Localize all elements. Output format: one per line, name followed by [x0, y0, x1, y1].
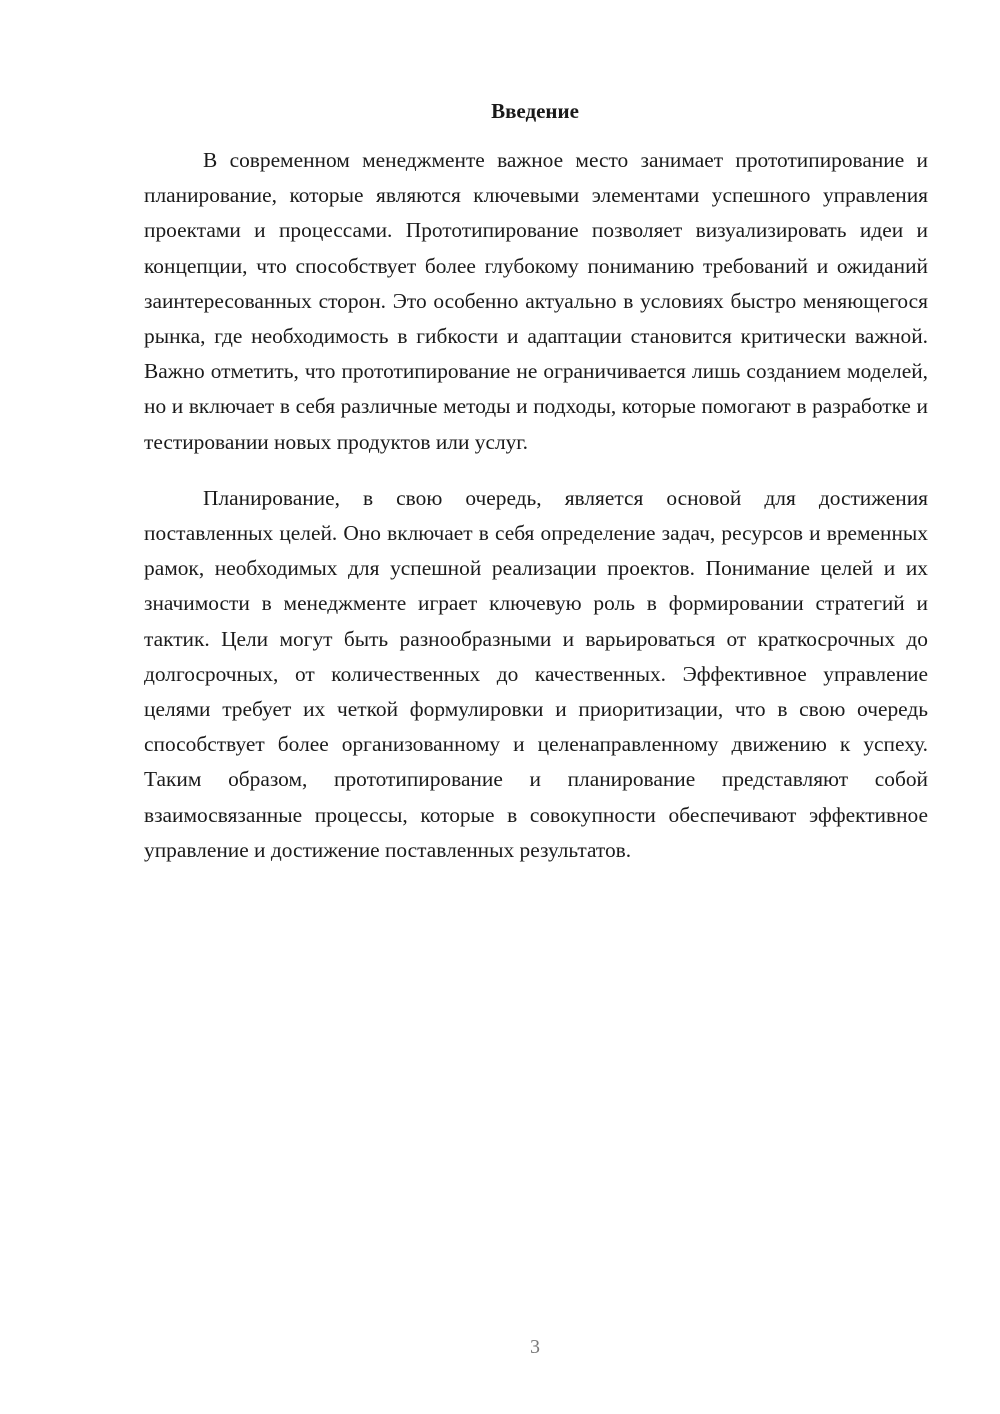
paragraph-prototyping: В современном менеджменте важное место занимает прототипирование и планирование, которые являются ключевыми элементами успешного управления проектами и процессами. Прототипирование позволяет визуализировать идеи и концепции, что способствует более глубокому пониманию требований и ожиданий заинтересованных сторон. Это особенно актуально в условиях быстро меняющегося рынка, где необходимость в гибкости и адаптации становится критически важной. Важно отметить, что прототипирование не ограничивается лишь созданием моделей, но и включает в себя различные методы и подходы, которые помогают в разработке и тестировании новых продуктов или услуг. — [144, 148, 928, 454]
body-text — [144, 143, 928, 868]
page-number: 3 — [530, 1336, 540, 1358]
paragraph-planning: Планирование, в свою очередь, является основой для достижения поставленных целей. Оно включает в себя определение задач, ресурсов и временных рамок, необходимых для успешной реализации проектов. Понимание целей и их значимости в менеджменте играет ключевую роль в формировании стратегий и тактик. Цели могут быть разнообразными и варьироваться от краткосрочных до долгосрочных, от количественных до качественных. Эффективное управление целями требует их четкой формулировки и приоритизации, что в свою очередь способствует более организованному и целенаправленному движению к успеху. Таким образом, прототипирование и планирование представляют собой взаимосвязанные процессы, которые в совокупности обеспечивают эффективное управление и достижение поставленных результатов. — [144, 485, 928, 862]
section-title: Введение — [491, 99, 579, 123]
